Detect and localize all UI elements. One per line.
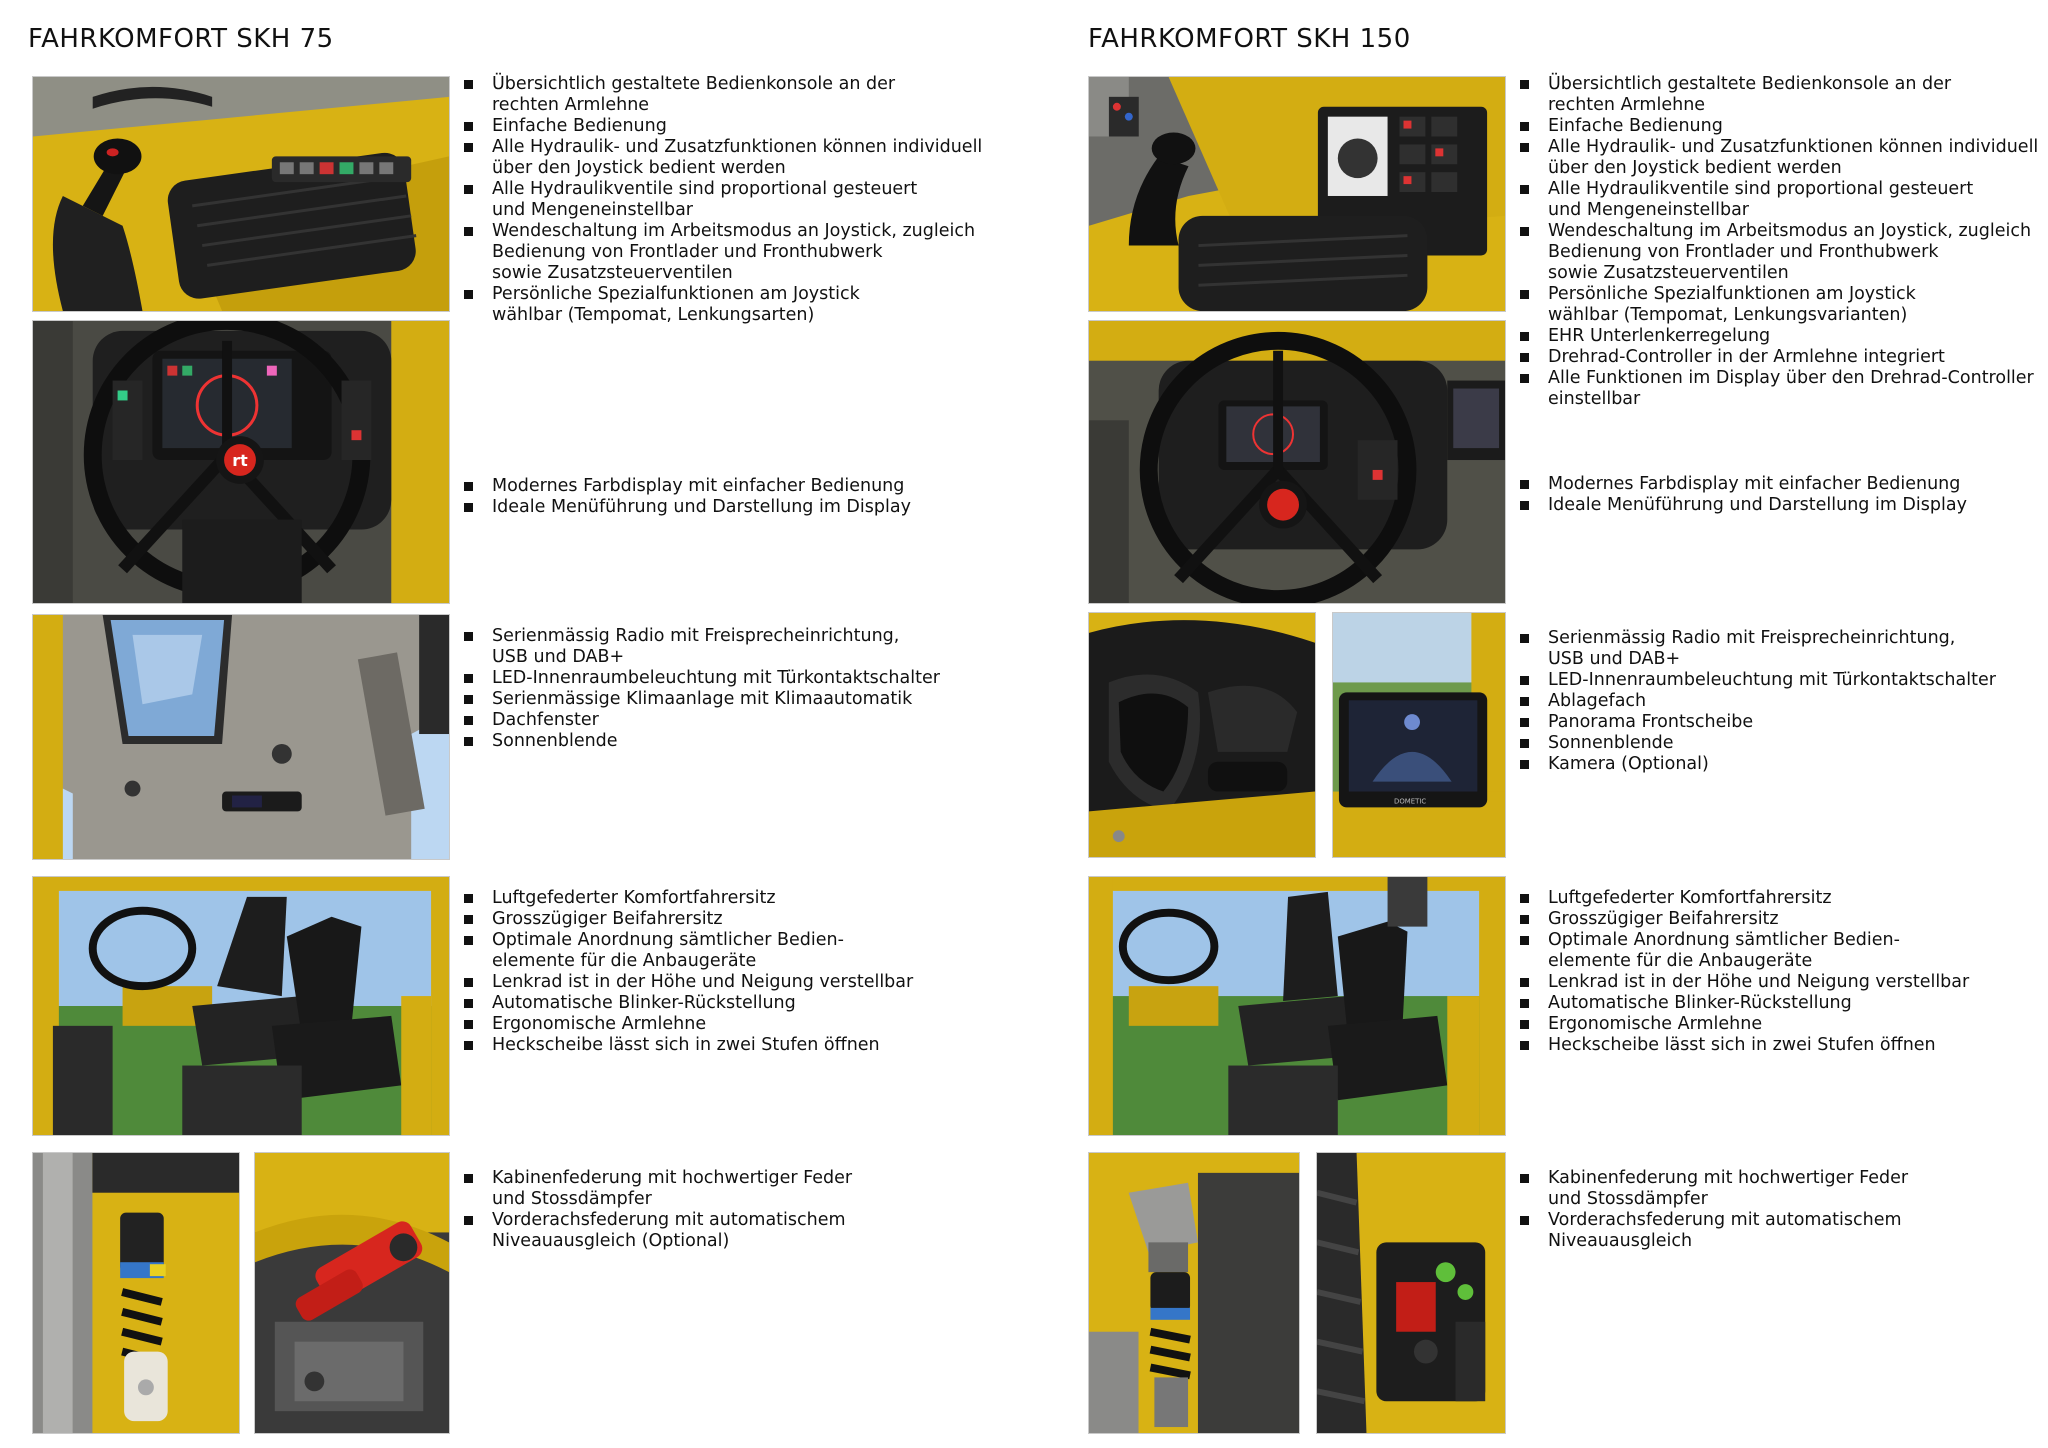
bullet-item: Einfache Bedienung xyxy=(1518,116,2048,137)
steering-display-photo xyxy=(1088,320,1506,604)
bullet-item: Wendeschaltung im Arbeitsmodus an Joystick, zugleich Bedienung von Frontlader und Fronthubwerk sowie Zusatzsteuerventilen xyxy=(1518,221,2048,284)
bullet-list xyxy=(1518,74,2048,410)
bullet-item: Sonnenblende xyxy=(462,731,1062,752)
page-title: FAHRKOMFORT SKH 150 xyxy=(1088,24,1411,54)
bullet-item: Automatische Blinker-Rückstellung xyxy=(462,993,1062,1014)
bullet-item: Persönliche Spezialfunktionen am Joystick wählbar (Tempomat, Lenkungsarten) xyxy=(462,284,1062,326)
bullet-item: Alle Hydraulik- und Zusatzfunktionen können individuell über den Joystick bedient werden xyxy=(1518,137,2048,179)
bullet-item: LED-Innenraumbeleuchtung mit Türkontaktschalter xyxy=(1518,670,2048,691)
bullet-item: Alle Funktionen im Display über den Drehrad-Controller einstellbar xyxy=(1518,368,2048,410)
bullet-item: Kabinenfederung mit hochwertiger Feder und Stossdämpfer xyxy=(462,1168,1062,1210)
bullet-list xyxy=(1518,628,2048,775)
bullet-list xyxy=(462,1168,1062,1252)
bullet-item: Panorama Frontscheibe xyxy=(1518,712,2048,733)
storage-tray-photo xyxy=(1088,612,1316,858)
camera-monitor-photo xyxy=(1332,612,1506,858)
bullet-item: Ablagefach xyxy=(1518,691,2048,712)
bullet-item: Grosszügiger Beifahrersitz xyxy=(1518,909,2048,930)
bullet-item: Einfache Bedienung xyxy=(462,116,1062,137)
bullet-item: Optimale Anordnung sämtlicher Bedien- elemente für die Anbaugeräte xyxy=(462,930,1062,972)
bullet-item: Dachfenster xyxy=(462,710,1062,731)
bullet-item: Ergonomische Armlehne xyxy=(462,1014,1062,1035)
bullet-item: Automatische Blinker-Rückstellung xyxy=(1518,993,2048,1014)
cabin-suspension-photo xyxy=(32,1152,240,1434)
bullet-item: Übersichtlich gestaltete Bedienkonsole an der rechten Armlehne xyxy=(1518,74,2048,116)
bullet-item: Serienmässig Radio mit Freisprecheinrichtung, USB und DAB+ xyxy=(462,626,1062,668)
bullet-item: Ideale Menüführung und Darstellung im Display xyxy=(1518,495,2048,516)
bullet-item: Wendeschaltung im Arbeitsmodus an Joystick, zugleich Bedienung von Frontlader und Fronthubwerk sowie Zusatzsteuerventilen xyxy=(462,221,1062,284)
camera-brand-label: DOMETIC xyxy=(1394,797,1427,806)
bullet-item: Alle Hydraulikventile sind proportional gesteuert und Mengeneinstellbar xyxy=(1518,179,2048,221)
bullet-list xyxy=(462,888,1062,1056)
bullet-list xyxy=(462,626,1062,752)
bullet-item: Drehrad-Controller in der Armlehne integriert xyxy=(1518,347,2048,368)
bullet-item: Lenkrad ist in der Höhe und Neigung verstellbar xyxy=(1518,972,2048,993)
bullet-item: Grosszügiger Beifahrersitz xyxy=(462,909,1062,930)
bullet-item: Serienmässige Klimaanlage mit Klimaautomatik xyxy=(462,689,1062,710)
bullet-item: Kabinenfederung mit hochwertiger Feder und Stossdämpfer xyxy=(1518,1168,2048,1210)
bullet-item: Sonnenblende xyxy=(1518,733,2048,754)
bullet-list xyxy=(1518,1168,2048,1252)
bullet-list xyxy=(462,74,1062,326)
bullet-item: Optimale Anordnung sämtlicher Bedien- elemente für die Anbaugeräte xyxy=(1518,930,2048,972)
column-skh150 xyxy=(1060,0,2048,1448)
driver-seat-photo xyxy=(1088,876,1506,1136)
steering-display-photo xyxy=(32,320,450,604)
bullet-item: Ideale Menüführung und Darstellung im Display xyxy=(462,497,1062,518)
bullet-list xyxy=(1518,888,2048,1056)
bullet-item: Vorderachsfederung mit automatischem Niveauausgleich xyxy=(1518,1210,2048,1252)
bullet-list xyxy=(1518,474,2048,516)
bullet-item: Ergonomische Armlehne xyxy=(1518,1014,2048,1035)
bullet-item: Persönliche Spezialfunktionen am Joystick wählbar (Tempomat, Lenkungsvarianten) xyxy=(1518,284,2048,326)
bullet-item: Vorderachsfederung mit automatischem Niveauausgleich (Optional) xyxy=(462,1210,1062,1252)
column-skh75 xyxy=(0,0,1000,1448)
front-axle-suspension-photo xyxy=(1316,1152,1506,1434)
page-title: FAHRKOMFORT SKH 75 xyxy=(28,24,334,54)
bullet-item: Übersichtlich gestaltete Bedienkonsole an der rechten Armlehne xyxy=(462,74,1062,116)
bullet-item: Lenkrad ist in der Höhe und Neigung verstellbar xyxy=(462,972,1062,993)
bullet-item: Heckscheibe lässt sich in zwei Stufen öffnen xyxy=(1518,1035,2048,1056)
bullet-item: Heckscheibe lässt sich in zwei Stufen öffnen xyxy=(462,1035,1062,1056)
bullet-item: Luftgefederter Komfortfahrersitz xyxy=(1518,888,2048,909)
bullet-item: LED-Innenraumbeleuchtung mit Türkontaktschalter xyxy=(462,668,1062,689)
joystick-console-photo xyxy=(32,76,450,312)
bullet-item: Luftgefederter Komfortfahrersitz xyxy=(462,888,1062,909)
front-axle-suspension-photo xyxy=(254,1152,450,1434)
brand-logo-text: rt xyxy=(232,450,248,470)
driver-seat-photo xyxy=(32,876,450,1136)
cabin-suspension-photo xyxy=(1088,1152,1300,1434)
bullet-item: Modernes Farbdisplay mit einfacher Bedienung xyxy=(462,476,1062,497)
bullet-item: Kamera (Optional) xyxy=(1518,754,2048,775)
bullet-item: EHR Unterlenkerregelung xyxy=(1518,326,2048,347)
bullet-list xyxy=(462,476,1062,518)
bullet-item: Alle Hydraulikventile sind proportional gesteuert und Mengeneinstellbar xyxy=(462,179,1062,221)
bullet-item: Alle Hydraulik- und Zusatzfunktionen können individuell über den Joystick bedient werden xyxy=(462,137,1062,179)
bullet-item: Modernes Farbdisplay mit einfacher Bedienung xyxy=(1518,474,2048,495)
joystick-console-photo xyxy=(1088,76,1506,312)
cabin-roof-photo xyxy=(32,614,450,860)
bullet-item: Serienmässig Radio mit Freisprecheinrichtung, USB und DAB+ xyxy=(1518,628,2048,670)
